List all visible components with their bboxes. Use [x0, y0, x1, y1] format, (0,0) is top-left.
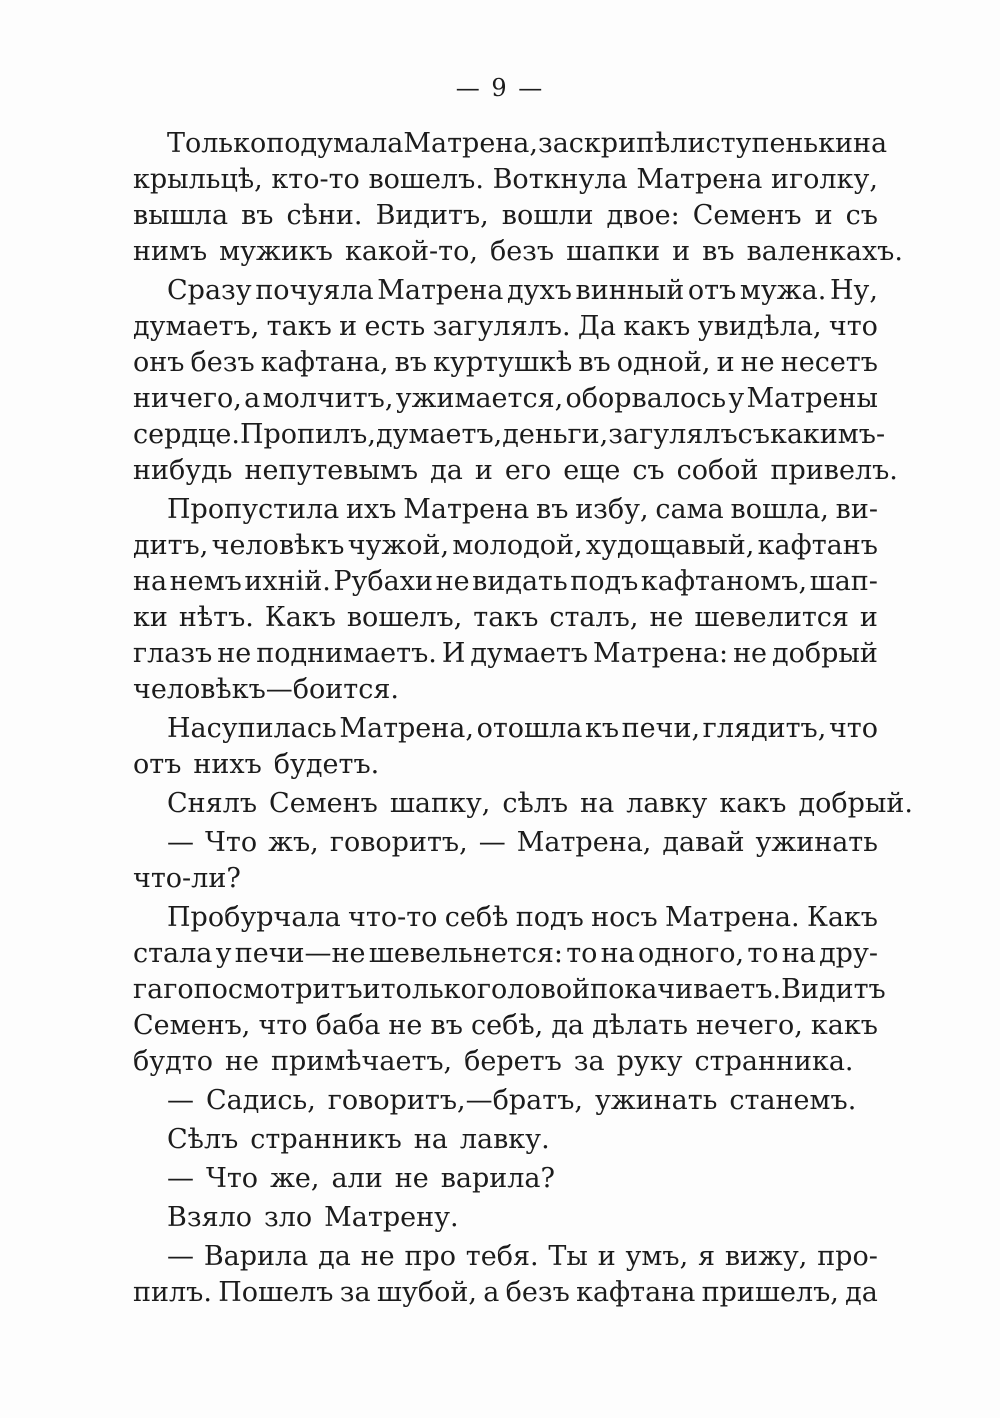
- word: Семенъ: [692, 200, 802, 231]
- word: немъ: [169, 566, 242, 597]
- word: нихъ: [193, 749, 262, 780]
- word: Видитъ: [781, 974, 886, 1005]
- word: лавку: [626, 788, 708, 819]
- word: а: [483, 1277, 500, 1308]
- word: онъ: [133, 347, 185, 378]
- word: какой-то,: [344, 236, 478, 267]
- word: подумала: [266, 128, 404, 159]
- word: Матрена,: [516, 827, 652, 858]
- word: глазъ: [133, 638, 213, 669]
- word: сталъ,: [549, 602, 639, 633]
- word: да: [430, 455, 463, 486]
- word: пилъ.: [133, 1277, 212, 1308]
- word: на: [781, 938, 816, 969]
- word: человѣкъ—боится.: [133, 674, 399, 705]
- word: добрый: [772, 638, 878, 669]
- word: вошелъ.: [368, 164, 484, 195]
- word: деньги,: [502, 419, 609, 450]
- word: Воткнула: [492, 164, 628, 195]
- word: Матрена,: [403, 128, 538, 159]
- word: сѣлъ: [502, 788, 569, 819]
- text-line: [133, 162, 878, 198]
- text-line: [133, 1122, 878, 1158]
- word: Видитъ,: [375, 200, 489, 231]
- word: вижу,: [724, 1241, 808, 1272]
- text-line: [133, 936, 878, 972]
- word: что: [828, 311, 878, 342]
- word: нимъ: [133, 236, 208, 267]
- word: только: [380, 974, 477, 1005]
- word: и: [814, 200, 833, 231]
- word: ужинать: [755, 827, 878, 858]
- word: головой: [476, 974, 591, 1005]
- word: вошелъ,: [346, 602, 463, 633]
- word: думаетъ,: [133, 311, 260, 342]
- word: Да: [577, 311, 616, 342]
- text-line: [133, 234, 903, 270]
- word: ничего,: [133, 383, 242, 414]
- word: почуяла: [255, 275, 374, 306]
- word: на: [853, 128, 888, 159]
- word: и: [672, 236, 691, 267]
- word: съ: [632, 455, 665, 486]
- word: печи,: [621, 713, 701, 744]
- word: на: [580, 788, 615, 819]
- word: баба: [315, 1010, 381, 1041]
- word: нечего,: [696, 1010, 803, 1041]
- word: не: [388, 1010, 423, 1041]
- word: будто: [133, 1046, 213, 1077]
- word: я: [698, 1241, 716, 1272]
- word: безъ: [505, 1277, 570, 1308]
- word: собой: [676, 455, 759, 486]
- word: у: [215, 938, 232, 969]
- word: шубой,: [376, 1277, 477, 1308]
- word: не: [224, 1046, 259, 1077]
- word: Семенъ,: [133, 1010, 251, 1041]
- word: загулялъ: [608, 419, 738, 450]
- word: же,: [270, 1163, 320, 1194]
- word: поднимаетъ.: [256, 638, 437, 669]
- word: али: [331, 1163, 383, 1194]
- word: говоритъ,: [329, 827, 468, 858]
- word: отъ: [687, 275, 737, 306]
- word: такъ: [473, 602, 539, 633]
- word: —: [167, 1085, 194, 1116]
- word: шап-: [809, 566, 878, 597]
- word: валенкахъ.: [746, 236, 903, 267]
- word: Насупилась: [167, 713, 337, 744]
- word: носъ: [591, 902, 658, 933]
- text-line: [133, 198, 878, 234]
- text-line: [133, 972, 886, 1008]
- word: Матрена.: [664, 902, 800, 933]
- word: странника.: [694, 1046, 854, 1077]
- word: дитъ,: [133, 530, 209, 561]
- text-line: [133, 309, 878, 345]
- text-line: [133, 1008, 878, 1044]
- text-line: [133, 825, 878, 861]
- page-number: — 9 —: [455, 74, 545, 102]
- text-line: [133, 564, 878, 600]
- word: въ: [578, 347, 611, 378]
- word: покачиваетъ.: [590, 974, 782, 1005]
- word: безъ: [489, 236, 555, 267]
- word: странникъ: [250, 1124, 402, 1155]
- text-line: [133, 345, 878, 381]
- word: мужикъ: [219, 236, 333, 267]
- word: давай: [662, 827, 745, 858]
- word: —: [478, 827, 506, 858]
- word: то: [747, 938, 779, 969]
- word: Что: [206, 1163, 259, 1194]
- word: что-ли?: [133, 863, 241, 894]
- word: крыльцѣ,: [133, 164, 263, 195]
- word: безъ: [190, 347, 255, 378]
- text-line: [133, 528, 878, 564]
- word: подъ: [515, 902, 584, 933]
- word: на: [600, 938, 635, 969]
- word: что-то: [348, 902, 438, 933]
- word: ужимается,: [395, 383, 564, 414]
- word: не: [435, 566, 470, 597]
- word: думаетъ,: [375, 419, 503, 450]
- word: Какъ: [264, 602, 336, 633]
- word: въ: [241, 200, 274, 231]
- word: сѣни.: [286, 200, 363, 231]
- word: не: [217, 638, 252, 669]
- word: подъ: [570, 566, 639, 597]
- word: себѣ: [444, 902, 509, 933]
- word: тебя.: [465, 1241, 539, 1272]
- word: непутевымъ: [244, 455, 419, 486]
- word: ихъ: [346, 494, 397, 525]
- word: не: [649, 602, 684, 633]
- word: куртушкѣ: [433, 347, 573, 378]
- text-line: [133, 861, 878, 897]
- word: Матрена: [377, 275, 504, 306]
- text-line: [133, 711, 878, 747]
- word: Матрену.: [324, 1202, 459, 1233]
- word: винный: [575, 275, 685, 306]
- word: вошли: [501, 200, 594, 231]
- word: кафтана: [576, 1277, 696, 1308]
- word: будетъ.: [273, 749, 380, 780]
- word: на: [413, 1124, 448, 1155]
- word: —: [167, 1163, 194, 1194]
- word: человѣкъ: [211, 530, 345, 561]
- word: Рубахи: [333, 566, 434, 597]
- word: двое:: [606, 200, 680, 231]
- word: что: [828, 713, 878, 744]
- word: что: [258, 1010, 308, 1041]
- word: да: [318, 1241, 351, 1272]
- word: Пробурчала: [167, 902, 341, 933]
- word: Ты: [548, 1241, 588, 1272]
- word: избу,: [575, 494, 649, 525]
- word: посмотритъ: [193, 974, 363, 1005]
- word: такъ: [266, 311, 332, 342]
- text-line: [133, 492, 878, 528]
- word: духъ: [506, 275, 572, 306]
- word: какимъ-: [769, 419, 886, 450]
- word: лавку.: [459, 1124, 550, 1155]
- word: отошла: [476, 713, 583, 744]
- word: печи—не: [234, 938, 366, 969]
- word: и: [474, 455, 493, 486]
- word: какъ: [810, 1010, 878, 1041]
- word: вышла: [133, 200, 229, 231]
- word: Сѣлъ: [167, 1124, 239, 1155]
- word: говоритъ,—братъ,: [327, 1085, 583, 1116]
- word: Матрены: [746, 383, 878, 414]
- word: —: [167, 1241, 194, 1272]
- word: вошла,: [730, 494, 829, 525]
- word: за: [339, 1277, 371, 1308]
- word: ки: [133, 602, 168, 633]
- word: примѣчаетъ,: [270, 1046, 453, 1077]
- text-line: [133, 273, 878, 309]
- text-line: [133, 747, 878, 783]
- word: нибудь: [133, 455, 233, 486]
- word: худощавый,: [585, 530, 755, 561]
- word: а: [244, 383, 261, 414]
- word: Пошелъ: [218, 1277, 334, 1308]
- word: въ: [394, 347, 428, 378]
- word: шевелится: [694, 602, 849, 633]
- body-text: [133, 126, 913, 1311]
- word: его: [504, 455, 552, 486]
- word: шапки: [566, 236, 661, 267]
- text-line: [133, 600, 878, 636]
- word: станемъ.: [729, 1085, 857, 1116]
- word: дру-: [819, 938, 878, 969]
- word: Пропилъ,: [239, 419, 376, 450]
- text-line: [133, 672, 878, 708]
- word: и: [339, 311, 358, 342]
- word: Семенъ: [269, 788, 378, 819]
- word: да: [845, 1277, 878, 1308]
- word: заскрипѣли: [537, 128, 706, 159]
- word: жъ,: [268, 827, 319, 858]
- text-line: [133, 381, 878, 417]
- text-line: [133, 900, 878, 936]
- word: ви-: [835, 494, 878, 525]
- word: кафтана,: [260, 347, 389, 378]
- word: Сразу: [167, 275, 252, 306]
- word: да: [551, 1010, 585, 1041]
- word: Варила: [203, 1241, 309, 1272]
- word: Какъ: [806, 902, 878, 933]
- word: загулялъ.: [432, 311, 571, 342]
- text-line: [133, 636, 878, 672]
- word: увидѣла,: [697, 311, 822, 342]
- text-line: [133, 1044, 878, 1080]
- word: привелъ.: [770, 455, 898, 486]
- text-line: [133, 1200, 878, 1236]
- word: къ: [584, 713, 620, 744]
- word: мужа.: [739, 275, 827, 306]
- word: гаго: [133, 974, 194, 1005]
- word: чужой,: [347, 530, 450, 561]
- word: Снялъ: [167, 788, 258, 819]
- word: беретъ: [464, 1046, 562, 1077]
- word: кафтаномъ,: [640, 566, 808, 597]
- word: то: [566, 938, 598, 969]
- word: не: [740, 347, 775, 378]
- word: какъ: [623, 311, 691, 342]
- text-line: [133, 1083, 878, 1119]
- word: сердце.: [133, 419, 240, 450]
- word: оборвалось: [565, 383, 727, 414]
- word: Что: [205, 827, 258, 858]
- word: молодой,: [452, 530, 583, 561]
- word: добрый.: [798, 788, 913, 819]
- word: молчитъ,: [262, 383, 394, 414]
- word: пришелъ,: [701, 1277, 839, 1308]
- word: —: [167, 827, 194, 858]
- word: отъ: [133, 749, 182, 780]
- word: Матрена,: [339, 713, 474, 744]
- word: ихній.: [244, 566, 331, 597]
- word: думаетъ: [470, 638, 589, 669]
- word: Ну,: [829, 275, 878, 306]
- word: Только: [167, 128, 267, 159]
- text-line: [133, 1239, 878, 1275]
- word: себѣ,: [470, 1010, 544, 1041]
- word: не: [733, 638, 768, 669]
- word: иголку,: [771, 164, 878, 195]
- word: сама: [655, 494, 724, 525]
- word: и: [859, 602, 878, 633]
- word: есть: [364, 311, 426, 342]
- word: не: [394, 1163, 429, 1194]
- word: и: [716, 347, 735, 378]
- word: видать: [472, 566, 568, 597]
- word: умъ,: [625, 1241, 689, 1272]
- word: Взяло: [167, 1202, 253, 1233]
- word: стала: [133, 938, 213, 969]
- word: несетъ: [780, 347, 878, 378]
- word: про-: [817, 1241, 878, 1272]
- word: дѣлать: [592, 1010, 688, 1041]
- text-line: [133, 453, 898, 489]
- text-line: [133, 417, 886, 453]
- word: у: [728, 383, 745, 414]
- word: на: [133, 566, 168, 597]
- word: ступеньки: [705, 128, 854, 159]
- word: въ: [702, 236, 735, 267]
- word: за: [573, 1046, 605, 1077]
- word: какъ: [719, 788, 787, 819]
- text-line: [133, 1275, 878, 1311]
- word: съ: [737, 419, 770, 450]
- word: кто-то: [271, 164, 360, 195]
- word: съ: [845, 200, 878, 231]
- word: варила?: [440, 1163, 556, 1194]
- word: Садись,: [206, 1085, 316, 1116]
- word: одной,: [616, 347, 711, 378]
- word: кафтанъ: [757, 530, 878, 561]
- word: и: [597, 1241, 616, 1272]
- word: И: [441, 638, 466, 669]
- word: Матрена: [636, 164, 763, 195]
- word: въ: [536, 494, 569, 525]
- word: про: [404, 1241, 456, 1272]
- word: Матрена:: [592, 638, 729, 669]
- word: и: [362, 974, 381, 1005]
- word: въ: [430, 1010, 463, 1041]
- word: нѣтъ.: [178, 602, 254, 633]
- word: ужинать: [594, 1085, 718, 1116]
- word: не: [360, 1241, 395, 1272]
- word: шапку,: [389, 788, 491, 819]
- text-line: [133, 1161, 878, 1197]
- word: руку: [616, 1046, 683, 1077]
- text-line: [133, 786, 913, 822]
- word: еще: [563, 455, 621, 486]
- word: шевельнется:: [368, 938, 564, 969]
- word: Матрена: [403, 494, 530, 525]
- text-line: [133, 126, 888, 162]
- word: зло: [264, 1202, 313, 1233]
- word: одного,: [637, 938, 745, 969]
- word: Пропустила: [167, 494, 340, 525]
- word: глядитъ,: [702, 713, 827, 744]
